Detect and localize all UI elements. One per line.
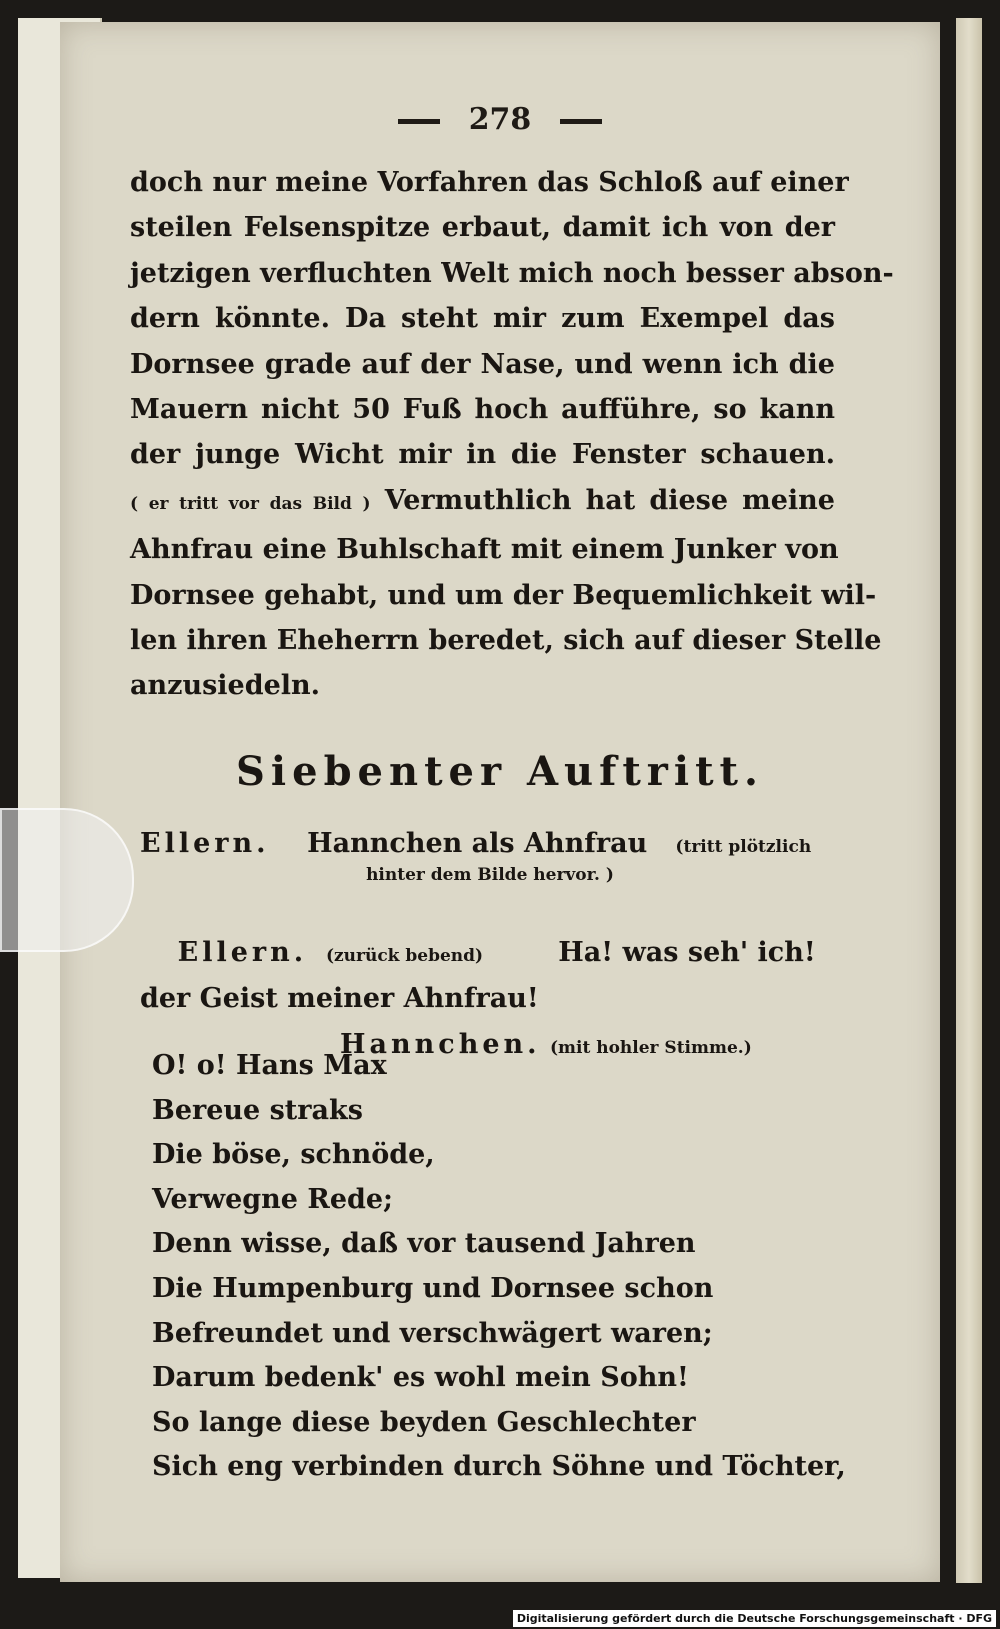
page-clip bbox=[0, 808, 134, 952]
verse-line: Befreundet und verschwägert waren; bbox=[152, 1317, 713, 1349]
cast-speaker: Hannchen als Ahnfrau bbox=[307, 828, 648, 859]
cast-speaker: Ellern. bbox=[140, 828, 270, 859]
stage-direction: (mit hohler Stimme.) bbox=[549, 1038, 752, 1058]
dialogue-line bbox=[140, 930, 840, 976]
prose-line: dern könnte. Da steht mir zum Exempel das bbox=[130, 303, 835, 335]
prose-line: anzusiedeln. bbox=[130, 670, 321, 702]
verse-line: Denn wisse, daß vor tausend Jahren bbox=[152, 1228, 696, 1260]
prose-line: steilen Felsenspitze erbaut, damit ich von der bbox=[130, 212, 835, 244]
verse-line: So lange diese beyden Geschlechter bbox=[152, 1406, 696, 1438]
stage-direction: (zurück bebend) bbox=[325, 946, 484, 966]
verse-line: Verwegne Rede; bbox=[152, 1183, 394, 1215]
verse-line: Darum bedenk' es wohl mein Sohn! bbox=[152, 1362, 689, 1394]
verse-block bbox=[152, 1044, 852, 1490]
dialogue-line: der Geist meiner Ahnfrau! bbox=[140, 983, 539, 1014]
prose-line: doch nur meine Vorfahren das Schloß auf einer bbox=[130, 167, 849, 198]
verse-line: Die böse, schnöde, bbox=[152, 1139, 435, 1171]
funding-footer: Digitalisierung gefördert durch die Deutsche Forschungsgemeinschaft · DFG bbox=[513, 1610, 996, 1627]
prose-line: len ihren Eheherrn beredet, sich auf dieser Stelle bbox=[130, 625, 882, 657]
header-dash-right bbox=[560, 119, 602, 124]
page-number: 278 bbox=[468, 102, 532, 137]
prose-block bbox=[130, 160, 894, 709]
speaker-name: Hannchen. bbox=[340, 1029, 541, 1060]
prose-line: Dornsee grade auf der Nase, und wenn ich die bbox=[130, 348, 835, 380]
stage-direction: ( er tritt vor das Bild ) bbox=[130, 493, 371, 514]
cast-direction: (tritt plötzlich bbox=[675, 837, 812, 857]
scene-title: Siebenter Auftritt. bbox=[236, 748, 764, 795]
prose-line: Ahnfrau eine Buhlschaft mit einem Junker von bbox=[130, 534, 839, 566]
spoken-text: Ha! was seh' ich! bbox=[558, 937, 816, 968]
header-dash-left bbox=[398, 119, 440, 124]
cast-direction-continued: hinter dem Bilde hervor. ) bbox=[366, 865, 614, 885]
verse-line: Bereue straks bbox=[152, 1094, 363, 1126]
prose-line: Dornsee gehabt, und um der Bequemlichkeit wil- bbox=[130, 579, 877, 611]
verse-line: Die Humpenburg und Dornsee schon bbox=[152, 1272, 714, 1304]
prose-line: Mauern nicht 50 Fuß hoch aufführe, so kann bbox=[130, 394, 835, 426]
page-edge bbox=[956, 18, 982, 1583]
page-header bbox=[60, 102, 940, 137]
verse-line: Sich eng verbinden durch Söhne und Töchter, bbox=[152, 1451, 846, 1483]
prose-line: jetzigen verfluchten Welt mich noch besser abson- bbox=[130, 257, 894, 289]
prose-line-with-direction bbox=[130, 478, 835, 527]
prose-line: der junge Wicht mir in die Fenster schauen. bbox=[130, 439, 835, 471]
verse-line: O! o! Hans Max bbox=[152, 1050, 387, 1081]
cast-list bbox=[140, 828, 840, 885]
prose-text: Vermuthlich hat diese meine bbox=[384, 484, 835, 516]
speaker-name: Ellern. bbox=[177, 937, 308, 968]
